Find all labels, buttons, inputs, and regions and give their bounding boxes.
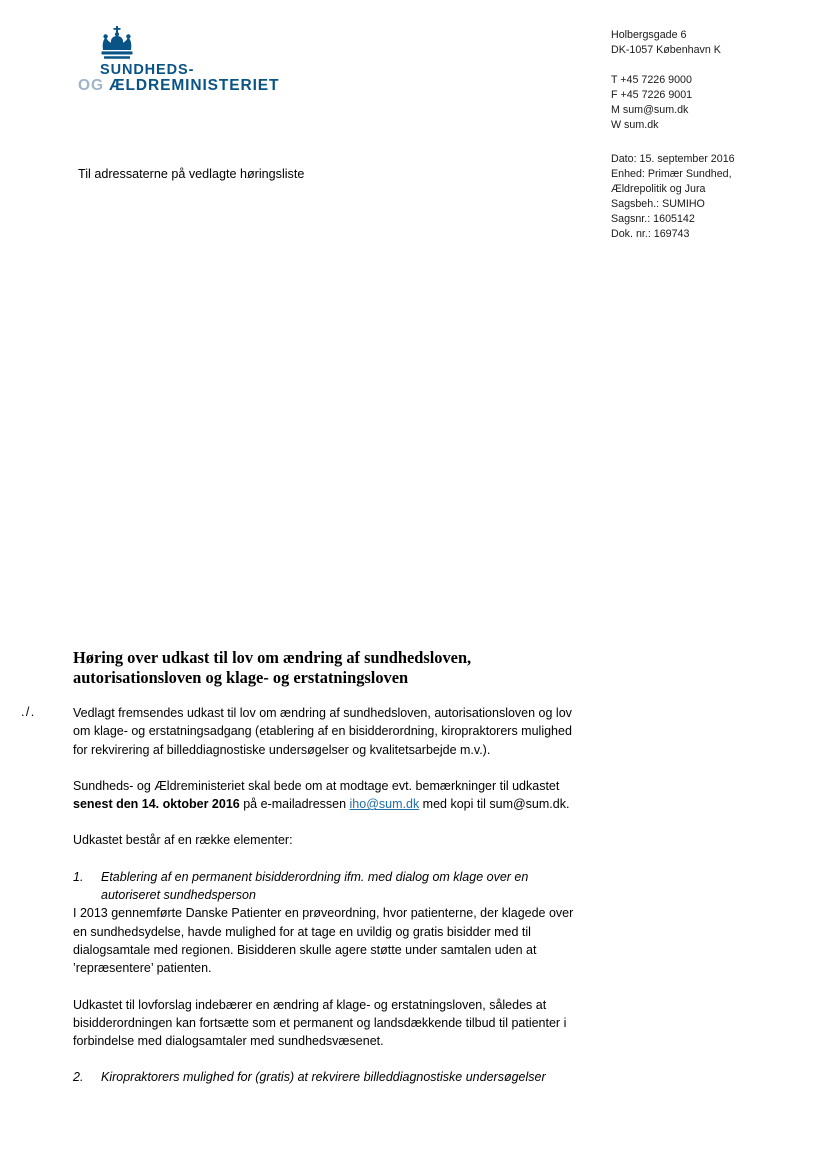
contact-info — [611, 28, 811, 134]
phone-line: T +45 7226 9000 — [611, 74, 692, 87]
deadline-text-mid: på e-mailadressen — [239, 797, 350, 812]
deadline-date: senest den 14. oktober 2016 — [73, 797, 240, 812]
paragraph-intro: Vedlagt fremsendes udkast til lov om ændring af sundhedsloven, autorisationsloven og lov om klage- og erstatningsadgang (etablering af en bisidderordning, kiropraktorers mulighed for rekvirering af billeddiagnostiske undersøgelser og kvalitetsarbejde m.v.). — [73, 706, 572, 757]
deadline-text-before: Sundheds- og Ældreministeriet skal bede om at modtage evt. bemærkninger til udkastet — [73, 778, 560, 793]
meta-caseworker: Sagsbeh.: SUMIHO — [611, 198, 705, 211]
meta-doc-number: Dok. nr.: 169743 — [611, 228, 690, 241]
royal-crown-icon — [95, 26, 139, 60]
address-line-1: Holbergsgade 6 — [611, 29, 687, 41]
page-title — [73, 648, 573, 687]
postal-address — [611, 28, 811, 58]
email-line: M sum@sum.dk — [611, 104, 689, 117]
item-2-heading: Kiropraktorers mulighed for (gratis) at rekvirere billeddiagnostiske undersøgelser — [101, 1070, 546, 1085]
address-line-2: DK-1057 København K — [611, 44, 721, 57]
document-metadata — [611, 152, 811, 243]
item-1-number: 1. — [73, 869, 84, 884]
list-item — [73, 1068, 576, 1086]
item-1-body: I 2013 gennemførte Danske Patienter en prøveordning, hvor patienterne, der klagede over en sundhedsydelse, havde mulighed for at tage en uvildig og gratis bisidder med til dialogsamtale med regionen. Bisidderen skulle agere støtte under samtalen uden at ’repræsentere’ patienten. — [73, 906, 574, 976]
item-1-heading: Etablering af en permanent bisidderordning ifm. med dialog om klage over en autoriseret sundhedsperson — [101, 869, 529, 903]
paragraph-spacer — [73, 978, 576, 996]
logo-line-1: SUNDHEDS- — [100, 62, 195, 78]
title-line-1: Høring over udkast til lov om ændring af sundhedsloven, — [73, 648, 472, 667]
logo-ministry-name: ÆLDREMINISTERIET — [109, 76, 280, 94]
contact-channels — [611, 73, 811, 133]
meta-date: Dato: 15. september 2016 — [611, 153, 735, 165]
meta-unit-line-1: Enhed: Primær Sundhed, — [611, 168, 732, 181]
paragraph-elements-lead: Udkastet består af en række elementer: — [73, 833, 293, 848]
letter-body — [73, 704, 576, 1087]
logo-line-2 — [78, 78, 378, 94]
paragraph-bisidder: Udkastet til lovforslag indebærer en ændring af klage- og erstatningsloven, således at bisidderordningen kan fortsætte som et permanent og landsdækkende tilbud til patienter i forbindelse med dialogsamtaler med sundhedsvæsenet. — [73, 997, 567, 1049]
meta-case-number: Sagsnr.: 1605142 — [611, 213, 695, 226]
attachment-marker: ./. — [21, 705, 36, 719]
list-item — [73, 868, 576, 905]
item-2-number: 2. — [73, 1070, 84, 1085]
web-line: W sum.dk — [611, 119, 659, 132]
email-link[interactable]: iho@sum.dk — [349, 797, 420, 812]
addressee-line: Til adressaterne på vedlagte høringsliste — [78, 167, 305, 181]
paragraph-deadline — [73, 777, 576, 814]
fax-line: F +45 7226 9001 — [611, 89, 693, 102]
deadline-text-after: med kopi til sum@sum.dk. — [419, 797, 570, 812]
logo-prefix: OG — [78, 76, 104, 94]
meta-unit-line-2: Ældrepolitik og Jura — [611, 183, 706, 196]
title-line-2: autorisationsloven og klage- og erstatningsloven — [73, 667, 409, 687]
ministry-logo — [78, 26, 378, 94]
